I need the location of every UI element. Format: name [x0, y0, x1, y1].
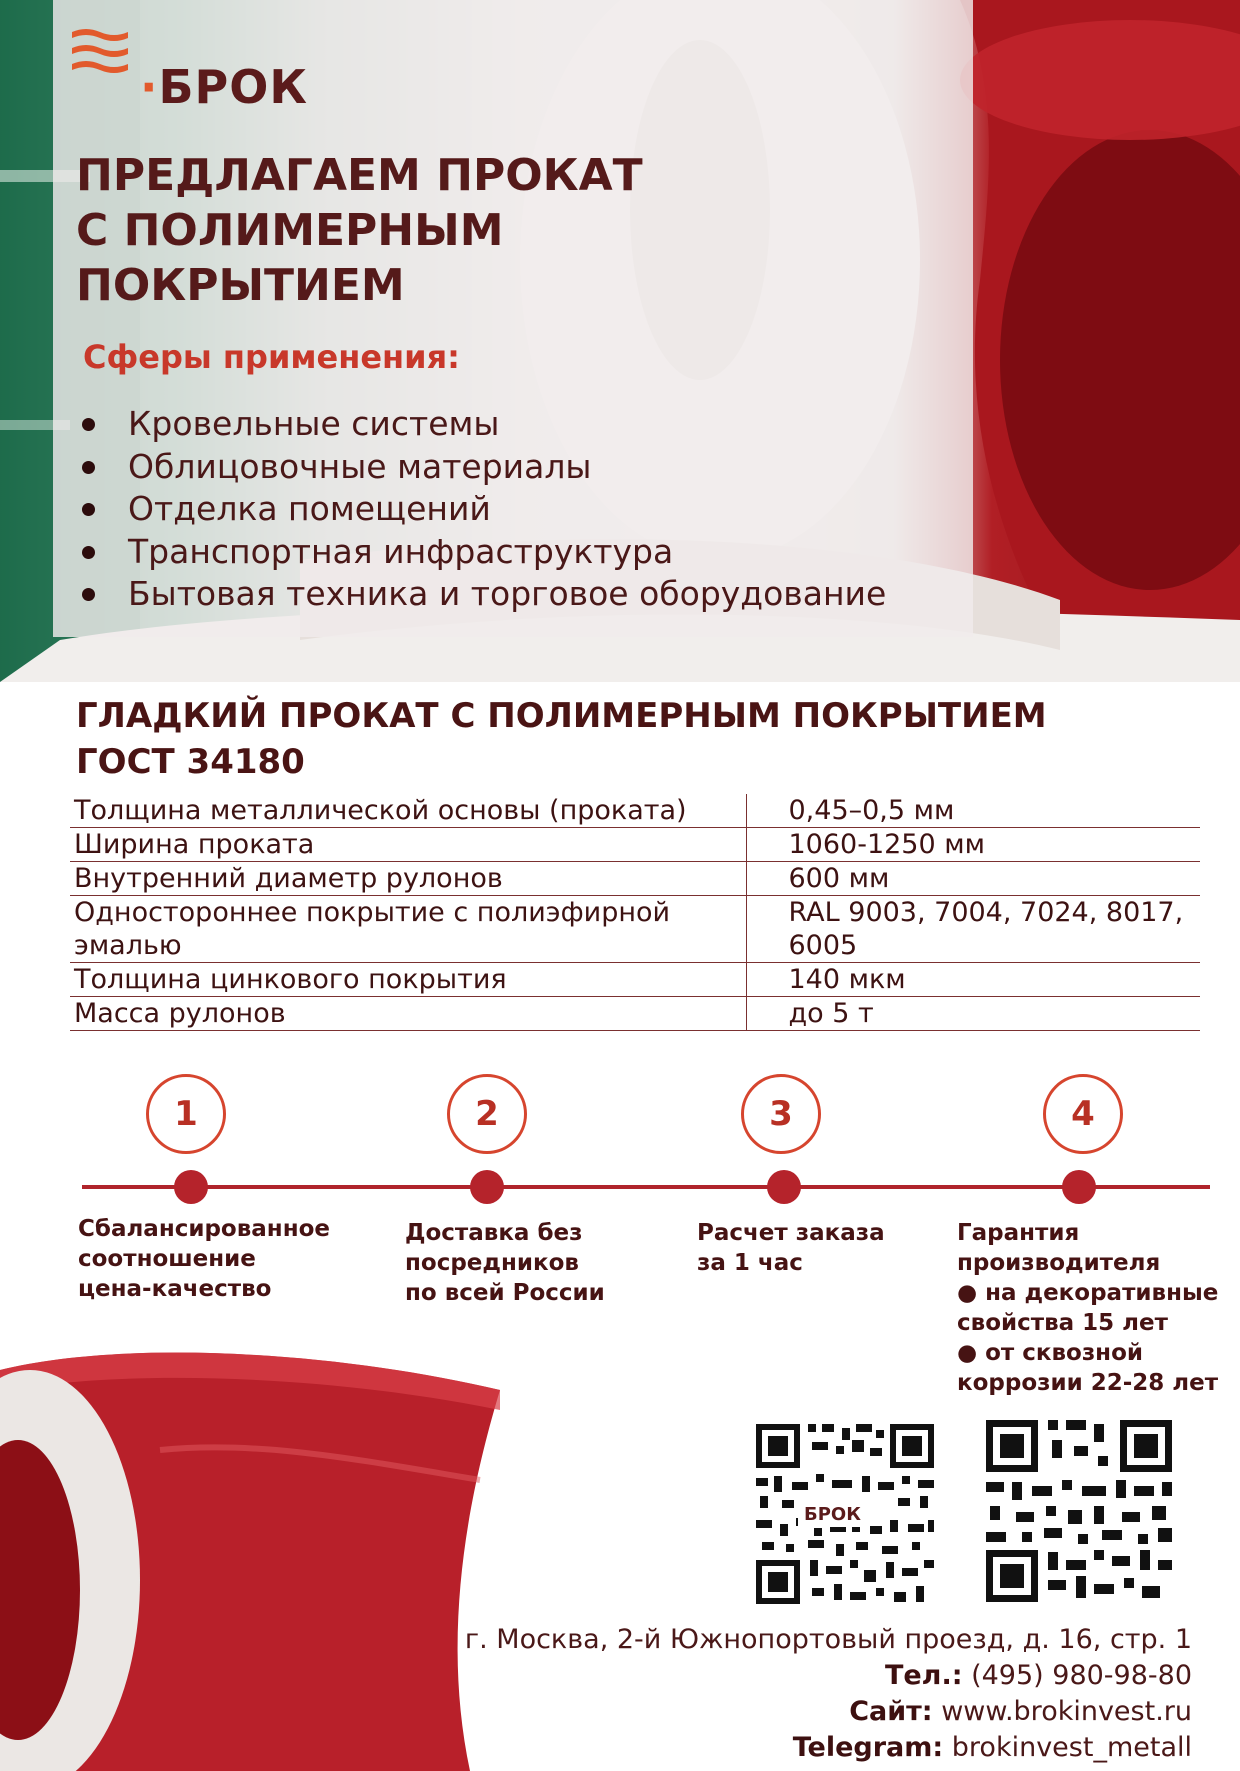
spheres-list-item: Облицовочные материалы	[76, 446, 886, 489]
table-row	[70, 794, 1200, 828]
telegram-link[interactable]: Telegram: brokinvest_metall	[792, 1732, 1192, 1763]
qr-brand-overlay	[752, 1420, 938, 1608]
spheres-list-item: Транспортная инфраструктура	[76, 531, 886, 574]
table-row	[70, 862, 1200, 896]
spec-key: Внутренний диаметр рулонов	[70, 862, 746, 896]
step-number-circle: 2	[447, 1074, 527, 1154]
spec-key: Толщина металлической основы (проката)	[70, 794, 746, 828]
hero-title-line: ПРЕДЛАГАЕМ ПРОКАТ	[76, 150, 643, 201]
bullet-icon	[82, 461, 95, 474]
step-description: Гарантия производителя ● на декоративные свойства 15 лет ● от сквозной коррозии 22-28 лет	[957, 1220, 1219, 1396]
spec-value: RAL 9003, 7004, 7024, 8017, 6005	[746, 896, 1200, 963]
spec-title-line: ГОСТ 34180	[76, 742, 305, 782]
spec-key: Одностороннее покрытие с полиэфирной эмалью	[70, 896, 746, 963]
spec-value: 600 мм	[746, 862, 1200, 896]
table-row	[70, 896, 1200, 963]
bullet-icon	[82, 418, 95, 431]
spec-value: до 5 т	[746, 997, 1200, 1031]
spheres-list	[76, 403, 886, 616]
timeline-dot	[174, 1170, 208, 1204]
hero-title-line: ПОКРЫТИЕМ	[76, 260, 405, 311]
phone-line[interactable]: Тел.: (495) 980-98-80	[884, 1660, 1192, 1691]
step-description: Сбалансированное соотношение цена-качество	[78, 1216, 330, 1302]
table-row	[70, 963, 1200, 997]
site-link[interactable]: Сайт: www.brokinvest.ru	[849, 1696, 1192, 1727]
qr-brand-label: БРОК	[798, 1502, 867, 1527]
spheres-list-item: Бытовая техника и торговое оборудование	[76, 573, 886, 616]
bullet-icon	[82, 546, 95, 559]
brok-logo-icon	[70, 24, 134, 84]
address: г. Москва, 2-й Южнопортовый проезд, д. 16, стр. 1	[464, 1624, 1192, 1655]
spec-key: Толщина цинкового покрытия	[70, 963, 746, 997]
table-row	[70, 828, 1200, 862]
brand-name: ·БРОК	[140, 60, 308, 114]
spheres-heading: Сферы применения:	[83, 338, 460, 376]
hero-title-line: С ПОЛИМЕРНЫМ	[76, 205, 504, 256]
spheres-list-item: Кровельные системы	[76, 403, 886, 446]
steps-timeline	[82, 1185, 1210, 1189]
step-number-circle: 3	[741, 1074, 821, 1154]
step-number-circle: 4	[1043, 1074, 1123, 1154]
brand-logo	[70, 24, 330, 114]
spheres-list-item: Отделка помещений	[76, 488, 886, 531]
qr-code-telegram[interactable]	[982, 1416, 1176, 1606]
bullet-icon	[82, 503, 95, 516]
table-row	[70, 997, 1200, 1031]
spec-key: Ширина проката	[70, 828, 746, 862]
step-description: Доставка без посредников по всей России	[405, 1220, 605, 1306]
spec-table	[70, 794, 1200, 1031]
step-number-circle: 1	[146, 1074, 226, 1154]
timeline-dot	[470, 1170, 504, 1204]
spec-value: 0,45–0,5 мм	[746, 794, 1200, 828]
spec-title	[76, 693, 1176, 785]
hero-title	[76, 148, 876, 313]
spec-value: 140 мкм	[746, 963, 1200, 997]
spec-key: Масса рулонов	[70, 997, 746, 1031]
bullet-icon	[82, 588, 95, 601]
contacts-block	[465, 1622, 1192, 1766]
spec-title-line: ГЛАДКИЙ ПРОКАТ С ПОЛИМЕРНЫМ ПОКРЫТИЕМ	[76, 696, 1047, 736]
timeline-dot	[767, 1170, 801, 1204]
step-description: Расчет заказа за 1 час	[697, 1220, 885, 1276]
spec-value: 1060-1250 мм	[746, 828, 1200, 862]
timeline-dot	[1062, 1170, 1096, 1204]
